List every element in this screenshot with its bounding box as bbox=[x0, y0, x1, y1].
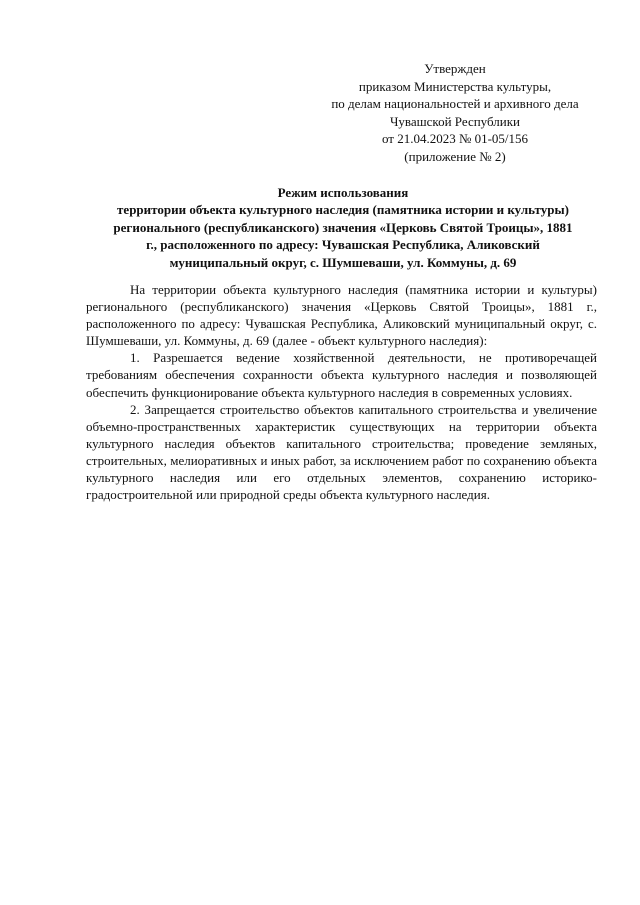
title-line: муниципальный округ, с. Шумшеваши, ул. Коммуны, д. 69 bbox=[169, 254, 517, 270]
item-1-paragraph: 1. Разрешается ведение хозяйственной деятельности, не противоречащей требованиям обеспечения сохранности объекта культурного наследия и позволяющей обеспечить функционирование объекта культурного наследия в современных условиях. bbox=[86, 350, 597, 400]
approval-line: от 21.04.2023 № 01-05/156 bbox=[381, 131, 529, 147]
document-title bbox=[86, 184, 600, 271]
title-line: г., расположенного по адресу: Чувашская Республика, Аликовский bbox=[146, 237, 540, 253]
item-2-paragraph: 2. Запрещается строительство объектов капитального строительства и увеличение объемно-пространственных характеристик существующих на территории объекта культурного наследия объектов капитального строительства; проведение земляных, строительных, мелиоративных и иных работ, за исключением работ по сохранению объекта культурного наследия или его отдельных элементов, сохранению историко-градостроительной или природной среды объекта культурного наследия. bbox=[86, 401, 597, 503]
title-line: территории объекта культурного наследия (памятника истории и культуры) bbox=[117, 202, 569, 218]
approval-stamp bbox=[300, 60, 610, 166]
approval-line: Утвержден bbox=[424, 61, 486, 76]
approval-line: приказом Министерства культуры, bbox=[358, 78, 552, 94]
intro-paragraph: На территории объекта культурного наследия (памятника истории и культуры) регионального (республиканского) значения «Церковь Святой Троицы», 1881 г., расположенного по адресу: Чувашская Республика, Аликовский муниципальный округ, с. Шумшеваши, ул. Коммуны, д. 69 (далее - объект культурного наследия): bbox=[86, 282, 597, 349]
approval-line: Чувашской Республики bbox=[389, 113, 521, 129]
title-line: регионального (республиканского) значения «Церковь Святой Троицы», 1881 bbox=[113, 219, 573, 235]
document-body bbox=[86, 281, 597, 503]
approval-line: (приложение № 2) bbox=[404, 148, 506, 164]
title-line: Режим использования bbox=[277, 185, 409, 200]
approval-line: по делам национальностей и архивного дела bbox=[331, 96, 579, 112]
